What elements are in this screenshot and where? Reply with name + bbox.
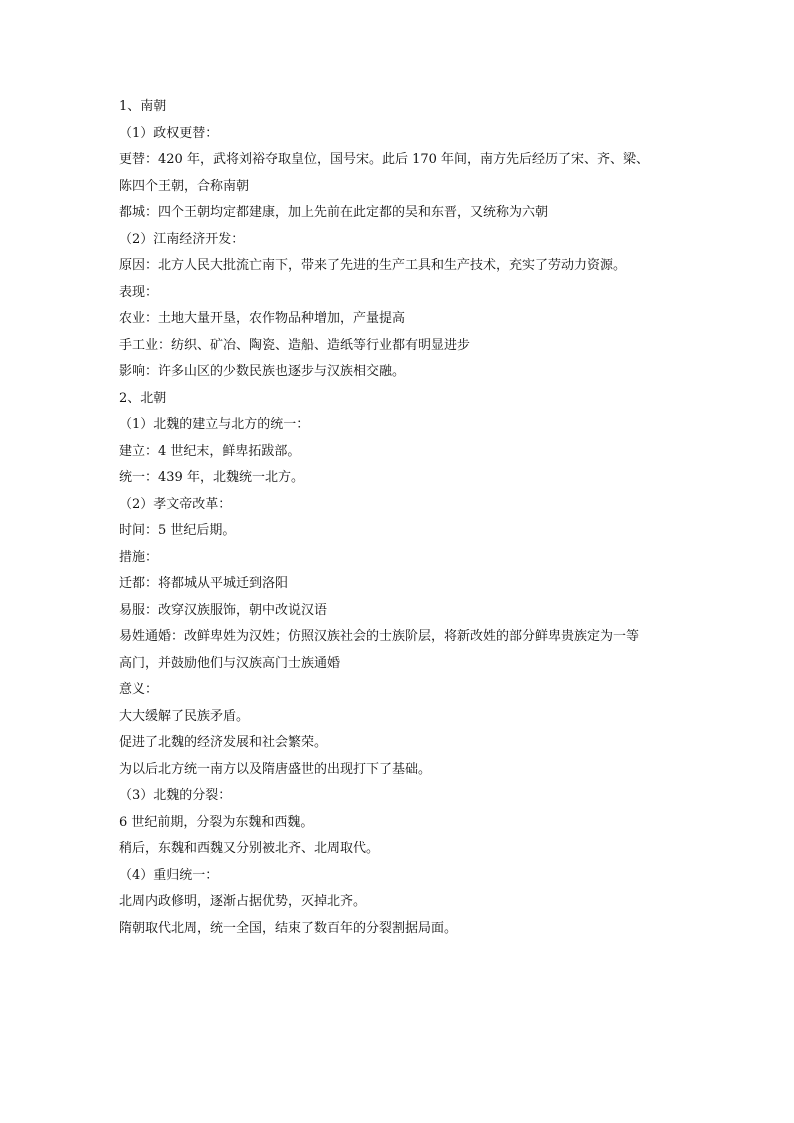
text-line: 高门，并鼓励他们与汉族高门士族通婚 xyxy=(119,655,341,671)
subheading-jiangnan-economy: （2）江南经济开发： xyxy=(119,231,245,247)
subheading-northern-wei-founding: （1）北魏的建立与北方的统一： xyxy=(119,417,310,432)
text-line: 为以后北方统一南方以及隋唐盛世的出现打下了基础。 xyxy=(119,761,432,777)
text-line: 隋朝取代北周，统一全国，结束了数百年的分裂割据局面。 xyxy=(119,920,458,936)
text-line: 措施： xyxy=(119,549,159,565)
section-heading-south: 1、南朝 xyxy=(119,99,167,114)
text-line: 6 世纪前期，分裂为东魏和西魏。 xyxy=(119,814,314,830)
text-line: 易姓通婚：改鲜卑姓为汉姓；仿照汉族社会的士族阶层，将新改姓的部分鲜卑贵族定为一等 xyxy=(119,629,640,644)
text-line: 手工业：纺织、矿冶、陶瓷、造船、造纸等行业都有明显进步 xyxy=(119,337,471,353)
text-line: 表现： xyxy=(119,284,159,300)
text-line: 原因：北方人民大批流亡南下，带来了先进的生产工具和生产技术，充实了劳动力资源。 xyxy=(119,258,627,273)
text-line: 大大缓解了民族矛盾。 xyxy=(119,708,250,724)
text-line: 更替：420 年，武将刘裕夺取皇位，国号宋。此后 170 年间，南方先后经历了宋、齐、梁、 xyxy=(119,152,650,167)
text-line: 陈四个王朝，合称南朝 xyxy=(119,178,250,194)
text-line: 农业：土地大量开垦，农作物品种增加，产量提高 xyxy=(119,311,406,326)
subheading-regime-change: （1）政权更替： xyxy=(119,125,219,141)
text-line: 统一：439 年，北魏统一北方。 xyxy=(119,470,304,485)
text-line: 意义： xyxy=(119,682,159,697)
text-line: 时间：5 世纪后期。 xyxy=(119,523,236,538)
text-line: 北周内政修明，逐渐占据优势，灭掉北齐。 xyxy=(119,894,367,909)
text-line: 易服：改穿汉族服饰，朝中改说汉语 xyxy=(119,602,328,618)
text-line: 稍后，东魏和西魏又分别被北齐、北周取代。 xyxy=(119,841,380,856)
text-line: 影响：许多山区的少数民族也逐步与汉族相交融。 xyxy=(119,364,406,379)
text-line: 迁都：将都城从平城迁到洛阳 xyxy=(119,576,289,591)
subheading-reunification: （4）重归统一： xyxy=(119,867,219,883)
text-line: 促进了北魏的经济发展和社会繁荣。 xyxy=(119,735,328,750)
text-line: 都城：四个王朝均定都建康，加上先前在此定都的吴和东晋，又统称为六朝 xyxy=(119,205,549,220)
document-body xyxy=(119,94,689,942)
text-line: 建立：4 世纪末，鲜卑拓跋部。 xyxy=(119,443,301,459)
subheading-northern-wei-split: （3）北魏的分裂： xyxy=(119,788,232,803)
subheading-xiaowen-reform: （2）孝文帝改革： xyxy=(119,496,232,512)
section-heading-north: 2、北朝 xyxy=(119,390,167,406)
